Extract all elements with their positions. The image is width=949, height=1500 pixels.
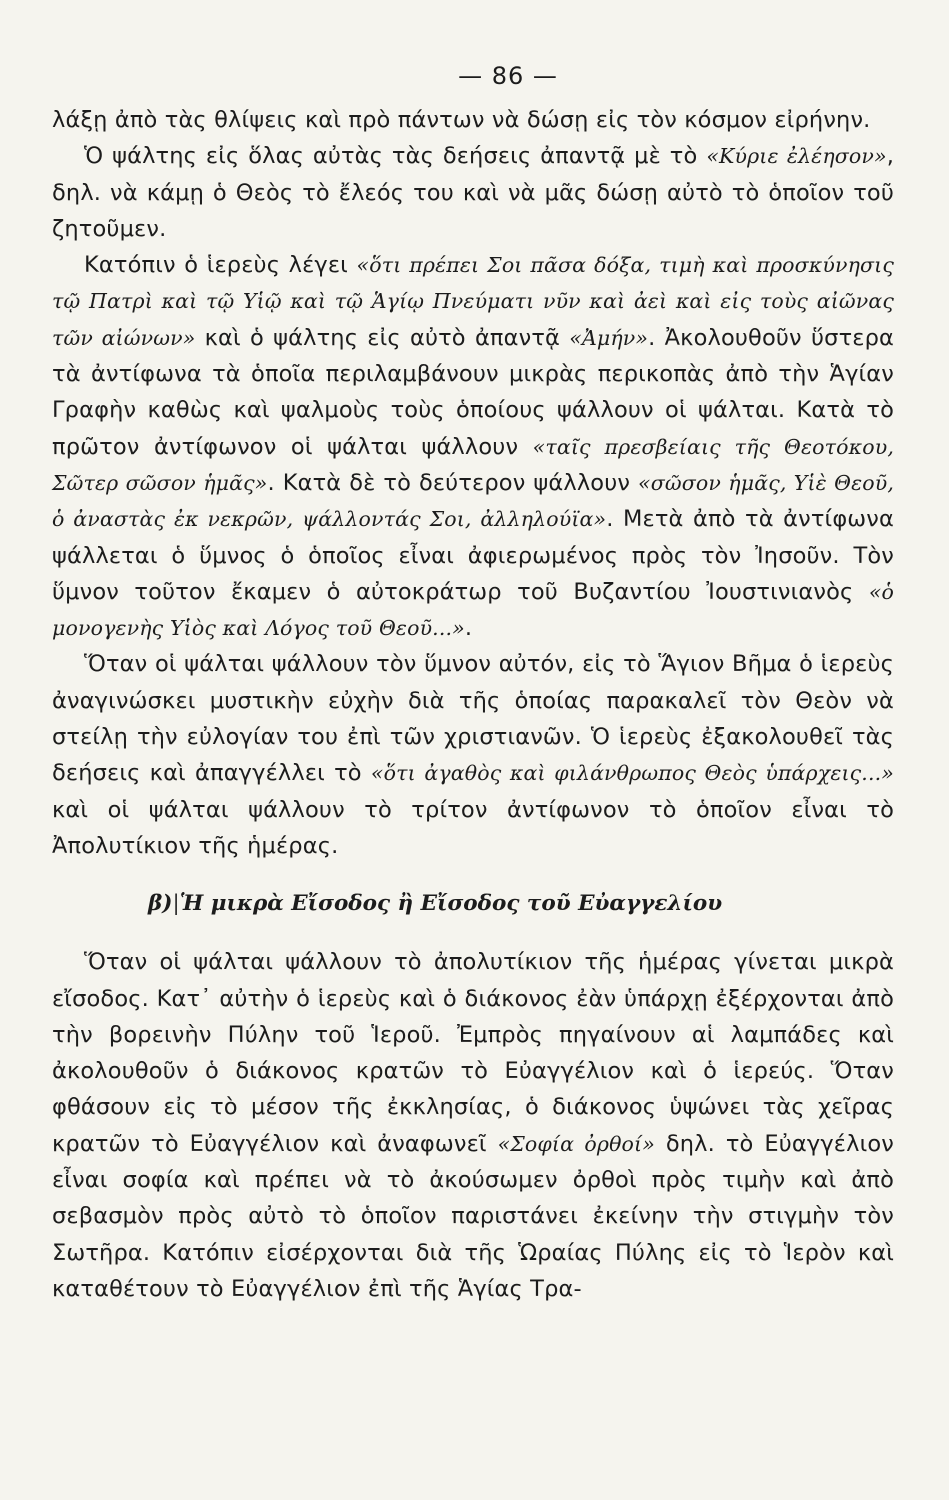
body-after-heading	[52, 944, 894, 1307]
text-run: καὶ οἱ ψάλται ψάλλουν τὸ τρίτον ἀντίφωνον τὸ ὁποῖον εἶναι τὸ Ἀπολυτίκιον τῆς ἡμέρας.	[52, 796, 894, 859]
section-heading-prefix: β)	[148, 891, 173, 917]
section-heading	[148, 886, 894, 922]
text-run: Ὅταν οἱ ψάλται ψάλλουν τὸν ὕμνον αὐτόν, εἰς τὸ Ἅγιον Βῆμα ὁ ἱερεὺς ἀναγινώσκει μυστικὴν εὐχὴν διὰ τῆς ὁποίας παρακαλεῖ τὸν Θεὸν νὰ στείλῃ τὴν εὐλογίαν του ἐπὶ τῶν χριστιανῶν. Ὁ ἱερεὺς ἐξακολουθεῖ τὰς δεήσεις καὶ ἀπαγγέλλει τὸ	[52, 651, 894, 787]
page-number: — 86 —	[458, 62, 558, 90]
quoted-text: «ὅτι πρέπει Σοι πᾶσα δόξα, τιμὴ καὶ προσκύνησις τῷ Πατρὶ καὶ τῷ Υἱῷ καὶ τῷ Ἁγίῳ Πνεύματι νῦν καὶ ἀεὶ καὶ εἰς τοὺς αἰῶνας τῶν αἰώνων»	[52, 253, 894, 350]
text-run: . Ἀκολουθοῦν ὕστερα τὰ ἀντίφωνα τὰ ὁποῖα περιλαμβάνουν μικρὰς περικοπὰς ἀπὸ τὴν Ἁγίαν Γραφὴν καθὼς καὶ ψαλμοὺς τοὺς ὁποίους ψάλλουν οἱ ψάλται. Κατὰ τὸ πρῶτον ἀντίφωνον οἱ ψάλται ψάλλουν	[52, 324, 895, 460]
paragraph	[52, 102, 894, 138]
quoted-text: «σῶσον ἡμᾶς, Υἱὲ Θεοῦ, ὁ ἀναστὰς ἐκ νεκρῶν, ψάλλοντάς Σοι, ἀλληλούϊα»	[52, 470, 895, 532]
text-run: λάξῃ ἀπὸ τὰς θλίψεις καὶ πρὸ πάντων νὰ δώσῃ εἰς τὸν κόσμον εἰρήνην.	[52, 107, 871, 133]
paragraph	[52, 247, 894, 646]
quoted-text: «ὅτι ἀγαθὸς καὶ φιλάνθρωπος Θεὸς ὑπάρχεις...»	[370, 761, 894, 786]
handwritten-mark: |	[172, 891, 180, 917]
text-run: Κατόπιν ὁ ἱερεὺς λέγει	[84, 252, 357, 279]
section-heading-title: Ἡ μικρὰ Εἴσοδος ἢ Εἴσοδος τοῦ Εὐαγγελίου	[179, 891, 723, 917]
quoted-text: «Ἀμήν»	[569, 325, 649, 350]
quoted-text: «ὁ μονογενὴς Υἱὸς καὶ Λόγος τοῦ Θεοῦ...»	[52, 579, 894, 641]
book-page	[52, 58, 894, 1307]
text-run: , δηλ. νὰ κάμῃ ὁ Θεὸς τὸ ἔλεός του καὶ νὰ μᾶς δώσῃ αὐτὸ τὸ ὁποῖον τοῦ ζητοῦμεν.	[52, 143, 895, 242]
text-run: . Κατὰ δὲ τὸ δεύτερον ψάλλουν	[267, 469, 639, 496]
quoted-text: «ταῖς πρεσβείαις τῆς Θεοτόκου, Σῶτερ σῶσον ἡμᾶς»	[52, 434, 894, 495]
paragraph	[52, 646, 894, 864]
text-run: . Μετὰ ἀπὸ τὰ ἀντίφωνα ψάλλεται ὁ ὕμνος ὁ ὁποῖος εἶναι ἀφιερωμένος πρὸς τὸν Ἰησοῦν. Τὸν ὕμνον τοῦτον ἔκαμεν ὁ αὐτοκράτωρ τοῦ Βυζαντίου Ἰουστινιανὸς	[52, 506, 894, 605]
paragraph	[52, 138, 894, 247]
text-run: καὶ ὁ ψάλτης εἰς αὐτὸ ἀπαντᾷ	[195, 324, 570, 351]
paragraph	[52, 944, 894, 1307]
text-run: .	[464, 615, 473, 642]
quoted-text: «Κύριε ἐλέησον»	[706, 144, 887, 169]
text-run: δηλ. τὸ Εὐαγγέλιον εἶναι σοφία καὶ πρέπει νὰ τὸ ἀκούσωμεν ὀρθοὶ πρὸς τιμὴν καὶ ἀπὸ σεβασμὸν πρὸς αὐτὸ τὸ ὁποῖον παριστάνει ἐκείνην τὴν στιγμὴν τὸν Σωτῆρα. Κατόπιν εἰσέρχονται διὰ τῆς Ὡραίας Πύλης εἰς τὸ Ἱερὸν καὶ καταθέτουν τὸ Εὐαγγέλιον ἐπὶ τῆς Ἁγίας Τρα-	[52, 1130, 894, 1302]
text-run: Ὅταν οἱ ψάλται ψάλλουν τὸ ἀπολυτίκιον τῆς ἡμέρας γίνεται μικρὰ εἴσοδος. Κατ᾿ αὐτὴν ὁ ἱερεὺς καὶ ὁ διάκονος ἐὰν ὑπάρχῃ ἐξέρχονται ἀπὸ τὴν βορεινὴν Πύλην τοῦ Ἱεροῦ. Ἐμπρὸς πηγαίνουν αἱ λαμπάδες καὶ ἀκολουθοῦν ὁ διάκονος κρατῶν τὸ Εὐαγγέλιον καὶ ὁ ἱερεύς. Ὅταν φθάσουν εἰς τὸ μέσον τῆς ἐκκλησίας, ὁ διάκονος ὑψώνει τὰς χεῖρας κρατῶν τὸ Εὐαγγέλιον καὶ ἀναφωνεῖ	[52, 949, 894, 1157]
quoted-text: «Σοφία ὀρθοί»	[497, 1131, 655, 1156]
text-run: Ὁ ψάλτης εἰς ὅλας αὐτὰς τὰς δεήσεις ἀπαντᾷ μὲ τὸ	[84, 143, 707, 170]
body-before-heading	[52, 102, 894, 864]
